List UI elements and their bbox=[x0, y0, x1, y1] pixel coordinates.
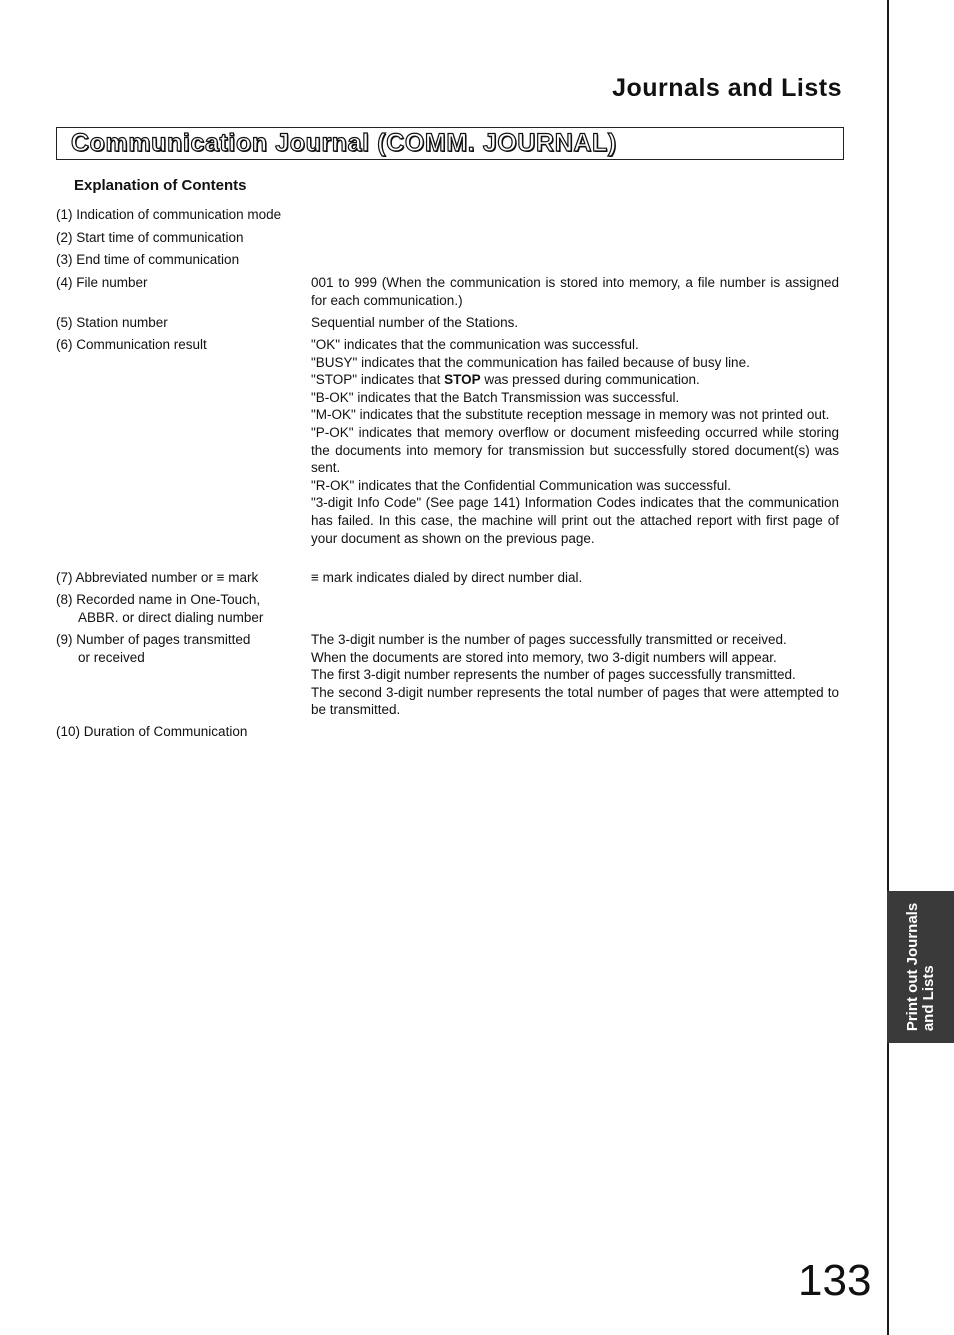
item-label: (4) File number bbox=[56, 275, 148, 290]
side-tab bbox=[887, 891, 954, 1043]
item-label: (1) Indication of communication mode bbox=[56, 207, 282, 222]
item-description: "OK" indicates that the communication was successful. "BUSY" indicates that the communication has failed because of busy line. "STOP" indicates that STOP was pressed during communication. "B-OK" indicates that the Batch Transmission was successful. "M-OK" indicates that the substitute reception message in memory was not printed out. "P-OK" indicates that memory overflow or document misfeeding occurred while storing the documents into memory for transmission but successfully stored document(s) was sent. "R-OK" indicates that the Confidential Communication was successful. "3-digit Info Code" (See page 141) Information Codes indicates that the communication has failed. In this case, the machine will print out the attached report with first page of your document as shown on the previous page. bbox=[311, 337, 839, 546]
item-description: ≡ mark indicates dialed by direct number dial. bbox=[311, 570, 583, 585]
item-label: (3) End time of communication bbox=[56, 252, 240, 267]
item-label: (2) Start time of communication bbox=[56, 230, 244, 245]
item-description: Sequential number of the Stations. bbox=[311, 315, 519, 330]
item-description: 001 to 999 (When the communication is stored into memory, a file number is assigned for each communication.) bbox=[311, 275, 839, 308]
page-number: 133 bbox=[798, 1256, 872, 1305]
item-description: The 3-digit number is the number of pages successfully transmitted or received. When the documents are stored into memory, two 3-digit numbers will appear. The first 3-digit number represents the number of pages successfully transmitted. The second 3-digit number represents the total number of pages that were attempted to be transmitted. bbox=[311, 632, 839, 718]
item-label: (7) Abbreviated number or ≡ mark bbox=[56, 570, 259, 585]
section-header: Journals and Lists bbox=[612, 74, 842, 102]
item-label: (6) Communication result bbox=[56, 337, 207, 352]
subheading: Explanation of Contents bbox=[74, 177, 247, 194]
title-box bbox=[56, 127, 844, 160]
right-margin-rule bbox=[887, 0, 889, 1335]
item-label: (8) Recorded name in One-Touch, ABBR. or direct dialing number bbox=[56, 592, 264, 625]
item-label: (9) Number of pages transmitted or received bbox=[56, 632, 251, 665]
item-label: (10) Duration of Communication bbox=[56, 724, 248, 739]
item-label: (5) Station number bbox=[56, 315, 168, 330]
page-title: Communication Journal (COMM. JOURNAL) bbox=[71, 129, 617, 157]
side-tab-label: Print out Journals and Lists bbox=[903, 902, 937, 1032]
